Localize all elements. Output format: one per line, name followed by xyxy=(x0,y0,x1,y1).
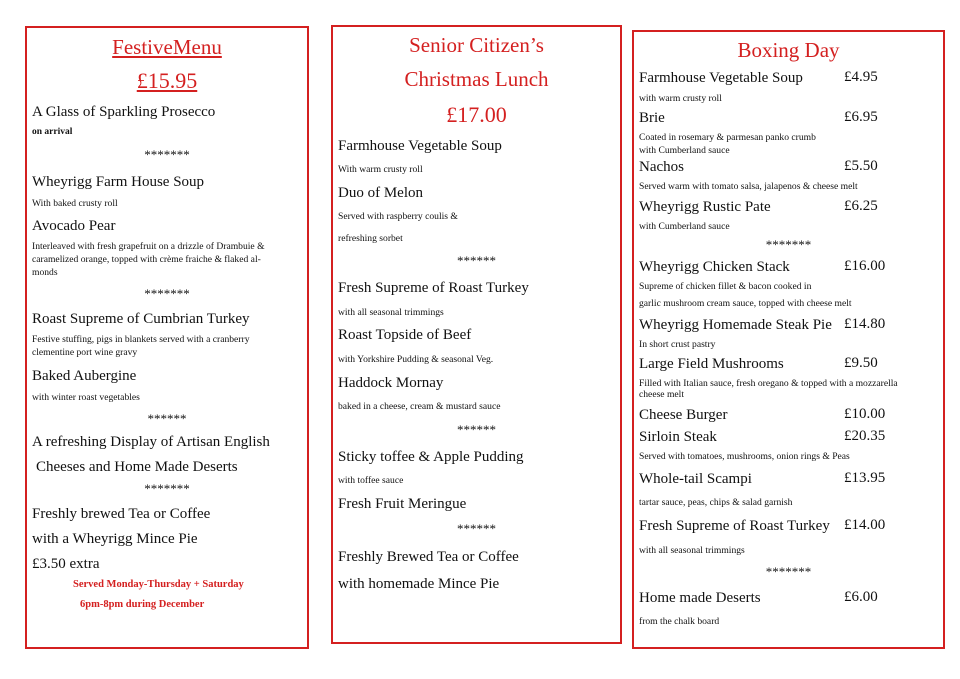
boxing-day-panel xyxy=(632,30,945,649)
dish-tea-line1: Freshly brewed Tea or Coffee xyxy=(32,506,211,522)
desc-mushrooms-1: Filled with Italian sauce, fresh oregano & topped with a mozzarella xyxy=(639,378,898,389)
desc-toffee: with toffee sauce xyxy=(338,475,404,486)
served-note-2: 6pm-8pm during December xyxy=(80,599,205,610)
desc-turkey: with all seasonal trimmings xyxy=(639,545,745,556)
desc-melon-1: Served with raspberry coulis & xyxy=(338,211,458,222)
dish-soup: Farmhouse Vegetable Soup xyxy=(338,138,502,154)
desc-soup: With warm crusty roll xyxy=(338,164,423,175)
dish-turkey: Roast Supreme of Cumbrian Turkey xyxy=(32,311,250,327)
desc-prosecco: on arrival xyxy=(32,127,73,137)
dish-prosecco: A Glass of Sparkling Prosecco xyxy=(32,104,216,120)
desc-brie-2: with Cumberland sauce xyxy=(639,145,730,156)
dish-tea-line1: Freshly Brewed Tea or Coffee xyxy=(338,549,519,565)
price-chicken: £16.00 xyxy=(844,258,886,274)
stars-divider: ****** xyxy=(457,521,496,536)
dish-mushrooms: Large Field Mushrooms xyxy=(639,356,784,372)
price-nachos: £5.50 xyxy=(844,158,878,174)
desc-steak-pie: In short crust pastry xyxy=(639,339,716,350)
desc-turkey-1: Festive stuffing, pigs in blankets served with a cranberry xyxy=(32,334,250,345)
stars-divider: ******* xyxy=(144,481,190,496)
boxing-day-title: Boxing Day xyxy=(737,38,840,62)
dish-avocado: Avocado Pear xyxy=(32,218,116,234)
price-deserts: £6.00 xyxy=(844,589,878,605)
desc-chicken-2: garlic mushroom cream sauce, topped with cheese melt xyxy=(639,298,852,309)
desc-melon-2: refreshing sorbet xyxy=(338,233,403,244)
price-pate: £6.25 xyxy=(844,198,878,214)
desc-sirloin: Served with tomatoes, mushrooms, onion rings & Peas xyxy=(639,451,850,462)
dish-cheese-line1: A refreshing Display of Artisan English xyxy=(32,434,270,450)
price-mushrooms: £9.50 xyxy=(844,355,878,371)
dish-pate: Wheyrigg Rustic Pate xyxy=(639,199,771,215)
stars-divider: ******* xyxy=(144,147,190,162)
festive-menu-panel xyxy=(25,26,309,649)
desc-beef: with Yorkshire Pudding & seasonal Veg. xyxy=(338,354,494,365)
dish-scampi: Whole-tail Scampi xyxy=(639,471,752,487)
dish-burger: Cheese Burger xyxy=(639,407,728,423)
served-note-1: Served Monday-Thursday + Saturday xyxy=(73,579,244,590)
desc-haddock: baked in a cheese, cream & mustard sauce xyxy=(338,401,501,412)
dish-turkey: Fresh Supreme of Roast Turkey xyxy=(639,518,830,534)
desc-nachos: Served warm with tomato salsa, jalapenos & cheese melt xyxy=(639,181,858,192)
festive-menu-title: FestiveMenu xyxy=(112,35,222,59)
price-sirloin: £20.35 xyxy=(844,428,886,444)
dish-tea-line2: with a Wheyrigg Mince Pie xyxy=(32,531,198,547)
desc-pate: with Cumberland sauce xyxy=(639,221,730,232)
stars-divider: ****** xyxy=(457,253,496,268)
senior-lunch-panel xyxy=(331,25,622,644)
dish-chicken: Wheyrigg Chicken Stack xyxy=(639,259,790,275)
festive-menu-price: £15.95 xyxy=(136,68,198,93)
dish-haddock: Haddock Mornay xyxy=(338,375,444,391)
desc-avocado-1: Interleaved with fresh grapefruit on a drizzle of Drambuie & xyxy=(32,241,265,252)
desc-mushrooms-2: cheese melt xyxy=(639,389,685,400)
stars-divider: ******* xyxy=(765,564,812,579)
desc-deserts: from the chalk board xyxy=(639,616,720,627)
stars-divider: ****** xyxy=(457,422,496,437)
desc-soup: With baked crusty roll xyxy=(32,198,118,209)
senior-title-line2: Christmas Lunch xyxy=(404,67,549,91)
dish-soup: Wheyrigg Farm House Soup xyxy=(32,174,205,190)
price-brie: £6.95 xyxy=(844,109,878,125)
desc-avocado-3: monds xyxy=(32,267,58,278)
dish-turkey: Fresh Supreme of Roast Turkey xyxy=(338,280,529,296)
dish-brie: Brie xyxy=(639,110,665,126)
dish-sirloin: Sirloin Steak xyxy=(639,429,717,445)
desc-aubergine: with winter roast vegetables xyxy=(32,392,140,403)
dish-cheese-line2: Cheeses and Home Made Deserts xyxy=(36,459,238,475)
desc-turkey: with all seasonal trimmings xyxy=(338,307,444,318)
desc-avocado-2: caramelized orange, topped with crème fraiche & flaked al- xyxy=(32,254,261,265)
desc-brie-1: Coated in rosemary & parmesan panko crumb xyxy=(639,132,816,143)
price-burger: £10.00 xyxy=(844,406,886,422)
price-soup: £4.95 xyxy=(844,69,878,85)
price-steak-pie: £14.80 xyxy=(844,316,886,332)
dish-deserts: Home made Deserts xyxy=(639,590,761,606)
desc-scampi: tartar sauce, peas, chips & salad garnish xyxy=(639,497,793,508)
desc-chicken-1: Supreme of chicken fillet & bacon cooked in xyxy=(639,281,812,292)
extra-price: £3.50 extra xyxy=(32,556,100,572)
desc-turkey-2: clementine port wine gravy xyxy=(32,347,138,358)
stars-divider: ****** xyxy=(147,411,187,426)
price-scampi: £13.95 xyxy=(844,470,886,486)
stars-divider: ******* xyxy=(144,286,190,301)
dish-nachos: Nachos xyxy=(639,159,684,175)
senior-price: £17.00 xyxy=(446,102,507,127)
dish-aubergine: Baked Aubergine xyxy=(32,368,137,384)
dish-tea-line2: with homemade Mince Pie xyxy=(338,576,500,592)
desc-soup: with warm crusty roll xyxy=(639,93,722,104)
stars-divider: ******* xyxy=(765,237,812,252)
dish-melon: Duo of Melon xyxy=(338,185,423,201)
dish-steak-pie: Wheyrigg Homemade Steak Pie xyxy=(639,317,832,333)
senior-title-line1: Senior Citizen’s xyxy=(409,33,544,57)
price-turkey: £14.00 xyxy=(844,517,886,533)
dish-meringue: Fresh Fruit Meringue xyxy=(338,496,467,512)
dish-toffee: Sticky toffee & Apple Pudding xyxy=(338,449,524,465)
dish-beef: Roast Topside of Beef xyxy=(338,327,472,343)
dish-soup: Farmhouse Vegetable Soup xyxy=(639,70,803,86)
